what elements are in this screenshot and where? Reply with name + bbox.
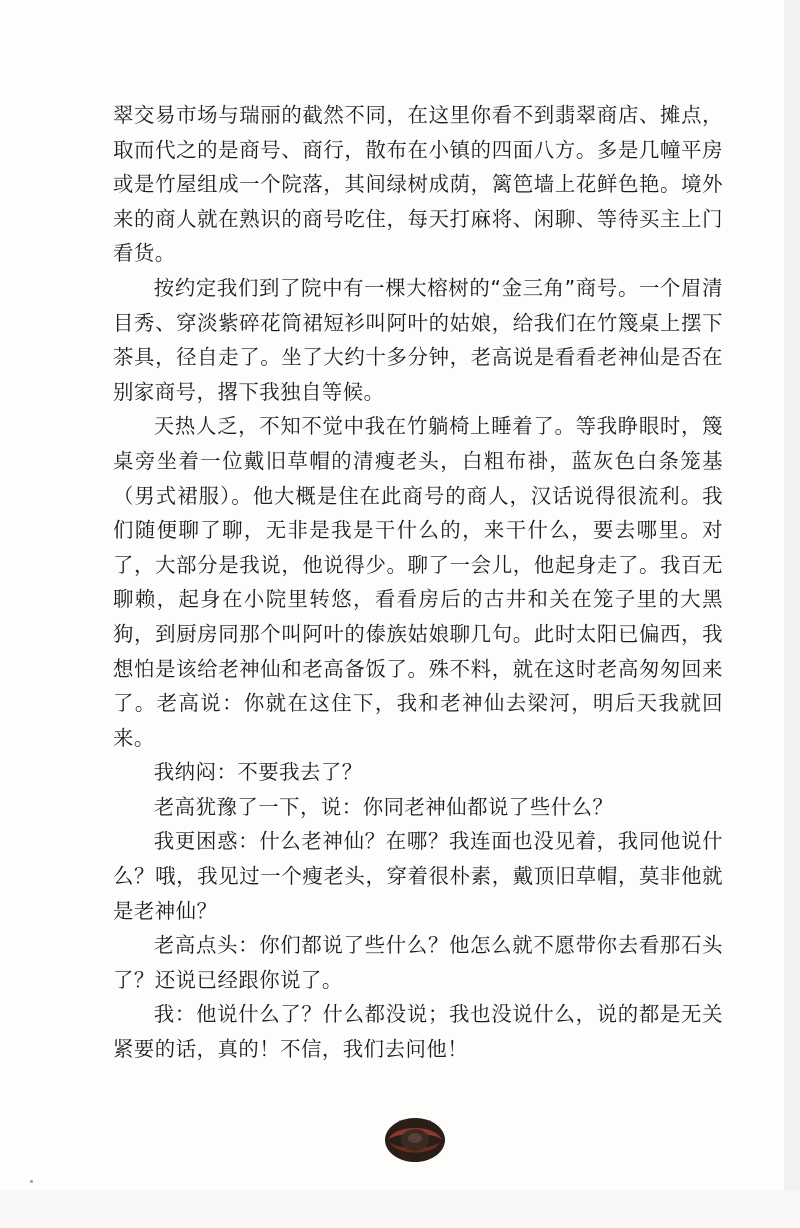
- paragraph: 老高点头：你们都说了些什么？他怎么就不愿带你去看那石头了？还说已经跟你说了。: [113, 933, 723, 992]
- paragraph: 我更困惑：什么老神仙？在哪？我连面也没见着，我同他说什么？哦，我见过一个瘦老头，穿着很朴素，戴顶旧草帽，莫非他就是老神仙？: [113, 829, 723, 923]
- paragraph: 老高犹豫了一下，说：你同老神仙都说了些什么？: [153, 794, 614, 819]
- page-ornament-icon: [382, 1110, 448, 1166]
- paragraph: 我纳闷：不要我去了？: [153, 760, 363, 785]
- scan-speck: [30, 1180, 33, 1183]
- body-text: [113, 98, 723, 1067]
- paragraph: 天热人乏，不知不觉中我在竹躺椅上睡着了。等我睁眼时，篾桌旁坐着一位戴旧草帽的清瘦老头，白粗布褂，蓝灰色白条笼基（男式裙服）。他大概是住在此商号的商人，汉话说得很流利。我们随便聊了聊，无非是我是干什么的，来干什么，要去哪里。对了，大部分是我说，他说得少。聊了一会儿，他起身走了。我百无聊赖，起身在小院里转悠，看看房后的古井和关在笼子里的大黑狗，到厨房同那个叫阿叶的傣族姑娘聊几句。此时太阳已偏西，我想怕是该给老神仙和老高备饭了。殊不料，就在这时老高匆匆回来了。老高说：你就在这住下，我和老神仙去梁河，明后天我就回来。: [113, 414, 723, 750]
- scan-margin-bottom: [0, 1190, 800, 1228]
- scan-margin-right: [784, 0, 800, 1228]
- paragraph: 我：他说什么了？什么都没说；我也没说什么，说的都是无关紧要的话，真的！不信，我们去问他！: [113, 1002, 723, 1062]
- paragraph: 按约定我们到了院中有一棵大榕树的“金三角”商号。一个眉清目秀、穿淡紫碎花筒裙短衫叫阿叶的姑娘，给我们在竹篾桌上摆下茶具，径自走了。坐了大约十多分钟，老高说是看看老神仙是否在别家商号，撂下我独自等候。: [113, 275, 723, 404]
- paragraph: 翠交易市场与瑞丽的截然不同，在这里你看不到翡翠商店、摊点，取而代之的是商号、商行，散布在小镇的四面八方。多是几幢平房或是竹屋组成一个院落，其间绿树成荫，篱笆墙上花鲜色艳。境外来的商人就在熟识的商号吃住，每天打麻将、闲聊、等待买主上门看货。: [113, 103, 723, 266]
